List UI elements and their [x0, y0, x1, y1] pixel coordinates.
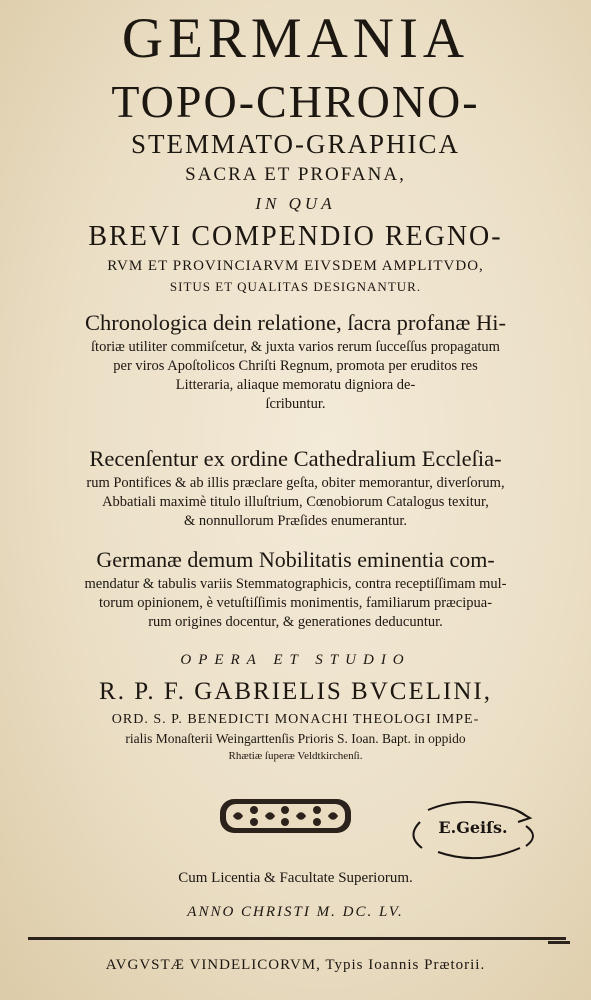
paragraph-lead: Recenſentur ex ordine Cathedralium Eccleſia- — [89, 446, 502, 471]
owner-stamp — [398, 796, 548, 866]
brevi-line: BREVI COMPENDIO REGNO- — [88, 221, 503, 252]
germanae-paragraph — [14, 545, 577, 632]
horizontal-rule — [28, 937, 566, 940]
subtitle-line-2: STEMMATO-GRAPHICA — [130, 129, 461, 159]
paragraph-lead: Chronologica dein relatione, ſacra profanæ Hi- — [84, 310, 507, 335]
horizontal-rule-end — [548, 941, 570, 944]
printers-ornament-icon — [218, 795, 353, 837]
subtitle-line-3: SACRA ET PROFANA, — [185, 164, 406, 185]
paragraph-line: ſcribuntur. — [265, 396, 326, 412]
rhaetia-line: Rhætiæ ſuperæ Veldtkirchenſi. — [228, 750, 363, 762]
in-qua-line: IN QUA — [255, 194, 336, 213]
paragraph-line: mendatur & tabulis variis Stemmatographicis, contra receptiſſimam mul- — [84, 576, 507, 592]
paragraph-line: rum origines docentur, & generationes deducuntur. — [148, 614, 443, 630]
paragraph-line: per viros Apoſtolicos Chriſti Regnum, promota per eruditos res — [113, 358, 478, 374]
situs-line: SITUS ET QUALITAS DESIGNANTUR. — [169, 279, 422, 294]
paragraph-lead: Germanæ demum Nobilitatis eminentia com- — [96, 547, 495, 572]
opera-line: OPERA ET STUDIO — [180, 652, 411, 668]
provinciarum-line: RVM ET PROVINCIARVM EIVSDEM AMPLITVDO, — [107, 258, 484, 274]
license-line: Cum Licentia & Facultate Superiorum. — [178, 870, 413, 886]
monastery-line: rialis Monaſterii Weingarttenſis Prioris S. Ioan. Bapt. in oppido — [125, 731, 466, 746]
stamp-text: E.Geiſs. — [438, 818, 508, 837]
chronologica-paragraph — [14, 308, 577, 414]
paragraph-line: torum opinionem, è vetuſtiſſimis monimentis, familiarum præcipua- — [98, 595, 493, 611]
paragraph-line: Abbatiali maximè titulo illuſtrium, Cœnobiorum Catalogus texitur, — [102, 494, 489, 510]
author-line: R. P. F. GABRIELIS BVCELINI, — [99, 678, 492, 705]
imprint-line: AVGVSTÆ VINDELICORVM, Typis Ioannis Prætorii. — [105, 957, 486, 973]
paragraph-line: & nonnullorum Præſides enumerantur. — [183, 513, 408, 529]
page-title: GERMANIA — [121, 7, 470, 70]
year-line: ANNO CHRISTI M. DC. LV. — [187, 904, 404, 920]
paragraph-line: rum Pontifices & ab illis præclare geſta, obiter memorantur, diverſorum, — [86, 475, 505, 491]
paragraph-line: ſtoriæ utiliter commiſcetur, & juxta varios rerum ſucceſſus propagatum — [91, 339, 500, 355]
paragraph-line: Litteraria, aliaque memoratu digniora de- — [175, 377, 416, 393]
recensentur-paragraph — [14, 444, 577, 531]
order-line: ORD. S. P. BENEDICTI MONACHI THEOLOGI IMPE- — [111, 712, 480, 727]
subtitle-line-1: TOPO-CHRONO- — [111, 76, 480, 127]
